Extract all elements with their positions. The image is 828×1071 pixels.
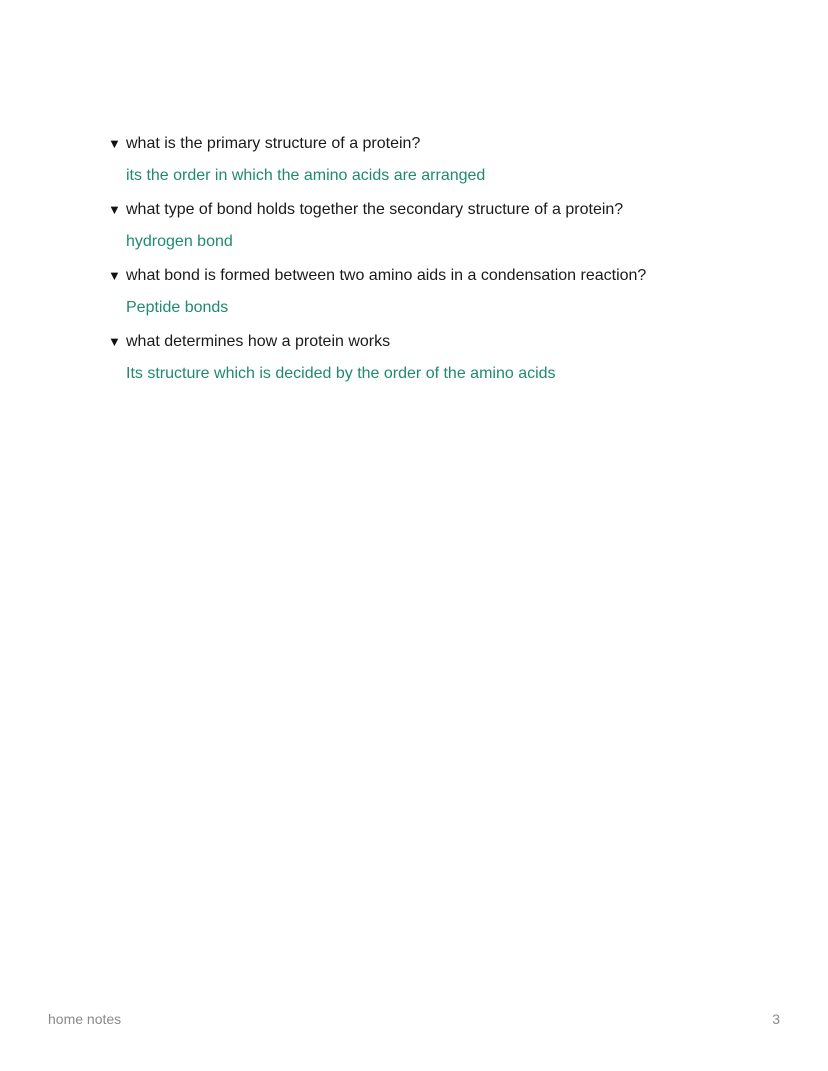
toggle-list bbox=[108, 133, 788, 397]
toggle-summary[interactable] bbox=[108, 331, 788, 353]
toggle-question: what determines how a protein works bbox=[126, 333, 391, 350]
triangle-down-icon[interactable]: ▼ bbox=[108, 136, 121, 151]
footer-page-number: 3 bbox=[772, 1011, 780, 1027]
toggle-summary[interactable] bbox=[108, 133, 788, 155]
triangle-down-icon[interactable]: ▼ bbox=[108, 334, 121, 349]
toggle-question: what is the primary structure of a protein? bbox=[126, 135, 421, 152]
toggle-answer: its the order in which the amino acids are arranged bbox=[126, 167, 486, 184]
toggle-answer: Peptide bonds bbox=[126, 299, 229, 316]
toggle-question: what type of bond holds together the secondary structure of a protein? bbox=[126, 201, 624, 218]
toggle-item bbox=[108, 331, 788, 385]
toggle-item bbox=[108, 133, 788, 187]
footer-document-title: home notes bbox=[48, 1011, 122, 1027]
toggle-answer: hydrogen bond bbox=[126, 233, 233, 250]
toggle-summary[interactable] bbox=[108, 199, 788, 221]
toggle-item bbox=[108, 199, 788, 253]
toggle-item bbox=[108, 265, 788, 319]
toggle-answer: Its structure which is decided by the order of the amino acids bbox=[126, 365, 556, 382]
toggle-summary[interactable] bbox=[108, 265, 788, 287]
triangle-down-icon[interactable]: ▼ bbox=[108, 202, 121, 217]
toggle-question: what bond is formed between two amino aids in a condensation reaction? bbox=[126, 267, 647, 284]
triangle-down-icon[interactable]: ▼ bbox=[108, 268, 121, 283]
